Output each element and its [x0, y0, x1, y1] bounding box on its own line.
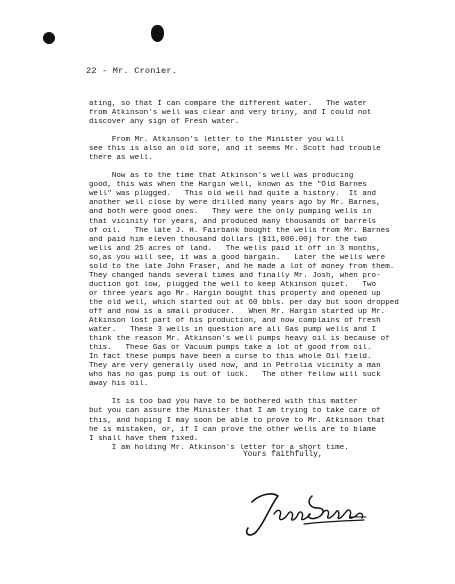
body-text-line: I shall have them fixed. [89, 434, 199, 443]
body-text-line: this. These Gas or Vacuum pumps take a lot of good from oil. [89, 344, 372, 353]
paragraph-gap [89, 389, 419, 398]
page-header: 22 - Mr. Cronier. [86, 66, 178, 76]
body-text-line: wells and 25 acres of land. The wells paid it off in 3 months, [89, 244, 381, 253]
body-text-line: see this is also an old sore, and it seems Mr. Scott had trouble [89, 145, 381, 154]
body-text-line: ating, so that I can compare the different water. The water [89, 100, 367, 108]
body-text-line: or three years ago Mr. Hargin bought this property and opened up [89, 289, 381, 298]
body-text-line: but you can assure the Minister that I am trying to take care of [89, 407, 381, 416]
body-text-line: there as well. [89, 154, 153, 163]
body-text-line: well" was plugged. This old well had quite a history. It and [89, 190, 377, 199]
handwritten-signature [240, 484, 370, 544]
body-text-line: good, this was when the Hargin well, known as the "Old Barnes [89, 181, 367, 190]
body-text-line: Atkinson lost part of his production, and now complains of fresh [89, 317, 381, 326]
punch-hole [43, 32, 55, 44]
body-text-line: discover any sign of Fresh water. [89, 118, 240, 127]
body-text-line: They changed hands several times and finally Mr. Josh, when pro- [89, 271, 381, 280]
body-text-line: away his oil. [89, 380, 149, 389]
ink-blot [151, 25, 164, 42]
body-text-line: think the reason Mr. Atkinson's well pumps heavy oil is because of [89, 335, 390, 344]
body-text-line: this, and hoping I may soon be able to prove to Mr. Atkinson that [89, 416, 386, 425]
body-text-line: he is mistaken, or, if I can prove the other wells are to blame [89, 425, 377, 434]
body-text-line: from Atkinson's well was clear and very briny, and I could not [89, 109, 372, 118]
body-text-line: In fact these pumps have been a curse to this whole Oil field. [89, 353, 372, 362]
body-text-line: who has no gas pump is out of luck. The other fellow will suck [89, 371, 381, 380]
letter-body [89, 100, 419, 453]
body-text-line: From Mr. Atkinson's letter to the Minister you will [89, 136, 345, 145]
body-text-line: another well close by were drilled many years ago by Mr. Barnes, [89, 199, 381, 208]
body-text-line: and both were good ones. They were the only pumping wells in [89, 208, 372, 217]
body-text-line: off and now is a small producer. When Mr. Hargin started up Mr. [89, 307, 386, 316]
body-text-line: of oil. The late J. H. Fairbank bought the wells from Mr. Barnes [89, 226, 390, 235]
body-text-line: the old well, which started out at 60 bbls. per day but soon dropped [89, 298, 399, 307]
body-text-line: duction got low, plugged the well to keep Atkinson quiet. Two [89, 280, 377, 289]
body-text-line: sold to the late John Fraser, and he made a lot of money from them. [89, 262, 395, 271]
body-text-line: It is too bad you have to be bothered with this matter [89, 398, 358, 407]
body-text-line: and paid him eleven thousand dollars ($11,000.00) for the two [89, 235, 367, 244]
paragraph-gap [89, 163, 419, 172]
body-text-line: that vicinity for years, and produced many thousands of barrels [89, 217, 377, 226]
body-text-line: so,as you will see, it was a good bargain. Later the wells were [89, 253, 386, 262]
body-text-line: Now as to the time that Atkinson's well was producing [89, 172, 354, 181]
paragraph-gap [89, 127, 419, 136]
closing-line: Yours faithfully, [243, 451, 323, 459]
body-text-line: I am holding Mr. Atkinson's letter for a short time. [89, 443, 349, 452]
body-text-line: water. These 3 wells in question are all Gas pump wells and I [89, 326, 377, 335]
body-text-line: They are very generally used now, and in Petrolia vicinity a man [89, 362, 381, 371]
